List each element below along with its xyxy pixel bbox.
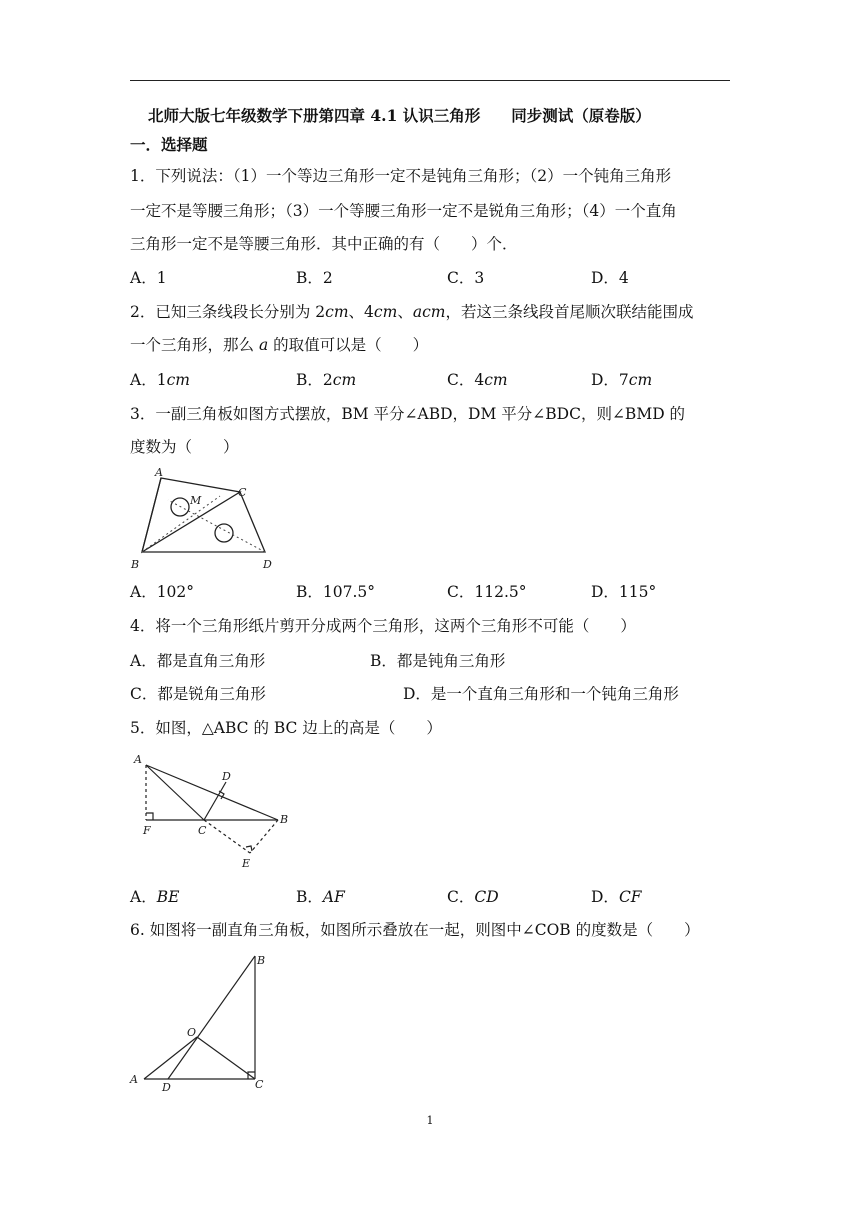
segment-cd [204, 782, 226, 820]
segment-ao [144, 1037, 197, 1079]
side-bd [168, 956, 255, 1079]
q6-line1: 6. 如图将一副直角三角板，如图所示叠放在一起，则图中∠COB 的度数是（ ） [130, 921, 700, 939]
label-c: C [198, 824, 207, 837]
q3-option-c: C．112.5° [447, 583, 527, 601]
q5-figure [128, 745, 303, 875]
label-a: A [155, 466, 163, 479]
circle-lower [215, 524, 233, 542]
side-ab [146, 765, 278, 820]
q6-figure [120, 948, 280, 1098]
q2-option-d: D．7cm [591, 371, 653, 389]
q5-option-b: B．AF [296, 888, 345, 906]
header-rule [130, 80, 730, 81]
segment-be [250, 820, 278, 853]
q4-line1: 4．将一个三角形纸片剪开分成两个三角形，这两个三角形不可能（ ） [130, 617, 636, 635]
q5-option-c: C．CD [447, 888, 499, 906]
label-o: O [187, 1026, 197, 1039]
label-m: M [190, 494, 202, 507]
label-b: B [280, 813, 289, 826]
label-e: E [242, 857, 251, 870]
page-number: 1 [426, 1114, 434, 1127]
q1-option-d: D．4 [591, 269, 629, 287]
q5-line1: 5．如图，△ABC 的 BC 边上的高是（ ） [130, 719, 442, 737]
label-c: C [255, 1078, 264, 1091]
q1-line2: 一定不是等腰三角形；（3）一个等腰三角形一定不是锐角三角形；（4）一个直角 [130, 202, 677, 220]
q2-line2: 一个三角形，那么 a 的取值可以是（ ） [130, 336, 429, 354]
q1-option-c: C．3 [447, 269, 485, 287]
q2-option-a: A．1cm [130, 371, 190, 389]
q3-line1: 3．一副三角板如图方式摆放，BM 平分∠ABD，DM 平分∠BDC，则∠BMD 的 [130, 405, 686, 423]
q2-line1: 2．已知三条线段长分别为 2cm、4cm、acm，若这三条线段首尾顺次联结能围成 [130, 303, 694, 321]
label-b: B [257, 954, 266, 967]
q3-option-b: B．107.5° [296, 583, 376, 601]
q4-option-d: D．是一个直角三角形和一个钝角三角形 [403, 685, 679, 703]
label-a: A [130, 1073, 138, 1086]
q3-option-d: D．115° [591, 583, 657, 601]
label-a: A [134, 753, 142, 766]
q3-figure [128, 460, 288, 575]
q5-option-a: A．BE [130, 888, 180, 906]
page-title: 北师大版七年级数学下册第四章 4.1 认识三角形 同步测试（原卷版） [148, 106, 651, 125]
triangle-bcd [142, 492, 265, 552]
segment-oc [197, 1037, 255, 1079]
q4-option-a: A．都是直角三角形 [130, 652, 266, 670]
segment-ce [204, 820, 250, 853]
label-f: F [143, 824, 151, 837]
q3-line2: 度数为（ ） [130, 438, 239, 456]
q1-option-a: A．1 [130, 269, 167, 287]
side-ac [146, 765, 204, 820]
q1-option-b: B．2 [296, 269, 333, 287]
label-c: C [238, 486, 247, 499]
q5-option-d: D．CF [591, 888, 642, 906]
q3-option-a: A．102° [130, 583, 195, 601]
q4-option-b: B．都是钝角三角形 [370, 652, 506, 670]
q4-option-c: C．都是锐角三角形 [130, 685, 266, 703]
label-d: D [222, 770, 231, 783]
bisector-dm [168, 500, 265, 552]
q1-line1: 1．下列说法：（1）一个等边三角形一定不是钝角三角形；（2）一个钝角三角形 [130, 167, 672, 185]
label-b: B [131, 558, 140, 571]
q1-line3: 三角形一定不是等腰三角形．其中正确的有（ ）个． [130, 235, 518, 253]
label-d: D [162, 1081, 171, 1094]
section-heading: 一．选择题 [130, 135, 208, 154]
label-d: D [263, 558, 272, 571]
q2-option-c: C．4cm [447, 371, 508, 389]
triangle-abc [142, 478, 240, 552]
q2-option-b: B．2cm [296, 371, 357, 389]
